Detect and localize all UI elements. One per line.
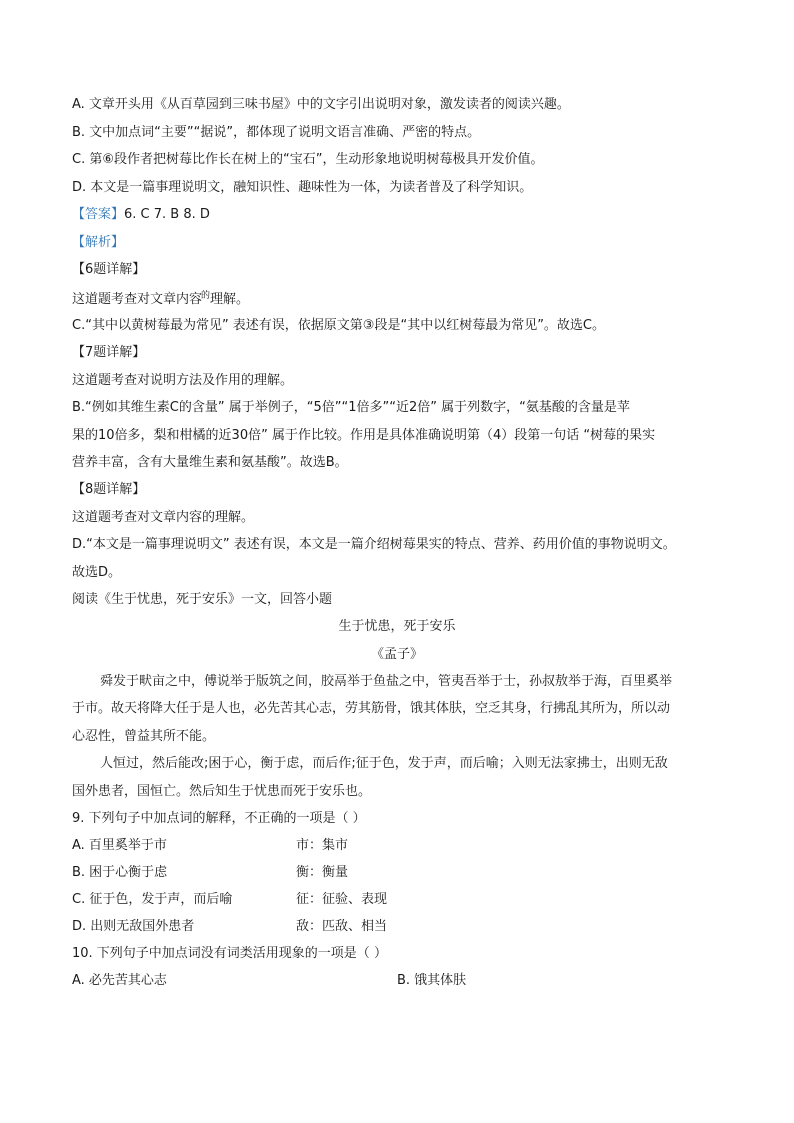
q6-intro-sup: 的 [201, 291, 211, 301]
q7-body-line: B.“例如其维生素C的含量” 属于举例子，“5倍”“1倍多”“近2倍” 属于列数字，“氨基酸的含量是苹 [72, 400, 630, 415]
q7-body-line: 营养丰富，含有大量维生素和氨基酸”。故选B。 [72, 455, 348, 470]
q9-gloss-a: 市：集市 [296, 838, 349, 853]
passage-p1-line: 心忍性，曾益其所不能。 [72, 729, 216, 744]
passage-author: 《孟子》 [370, 647, 423, 662]
q8-header: 【8题详解】 [72, 482, 146, 497]
q9-option-c: C. 征于色，发于声，而后喻 [72, 892, 233, 907]
q8-body-line: D.“本文是一篇事理说明文” 表述有误，本文是一篇介绍树莓果实的特点、营养、药用价值的事物说明文。 [72, 537, 676, 552]
answer-text: 6. C 7. B 8. D [124, 207, 210, 222]
q9-gloss-c: 征：征验、表现 [296, 892, 388, 907]
q9-option-d: D. 出则无敌国外患者 [72, 919, 195, 934]
option-d: D. 本文是一篇事理说明文，融知识性、趣味性为一体，为读者普及了科学知识。 [72, 180, 533, 195]
q9-option-a: A. 百里奚举于市 [72, 838, 167, 853]
passage-p1-line: 舜发于畎亩之中，傅说举于版筑之间，胶鬲举于鱼盐之中，管夷吾举于士，孙叔敖举于海，百里奚举 [100, 674, 673, 689]
q7-intro: 这道题考查对说明方法及作用的理解。 [72, 373, 294, 388]
answer-line [72, 206, 210, 224]
reading-intro: 阅读《生于忧患，死于安乐》一文，回答小题 [72, 592, 333, 607]
q9-gloss-b: 衡：衡量 [296, 865, 349, 880]
q7-header: 【7题详解】 [72, 345, 146, 360]
option-a: A. 文章开头用《从百草园到三味书屋》中的文字引出说明对象，激发读者的阅读兴趣。 [72, 97, 570, 112]
q9-gloss-d: 敌：匹敌、相当 [296, 919, 388, 934]
passage-title: 生于忧患，死于安乐 [338, 619, 456, 634]
q6-intro [72, 291, 249, 310]
q10-stem: 10. 下列句子中加点词没有词类活用现象的一项是（ ） [72, 946, 387, 961]
q10-option-a: A. 必先苦其心志 [72, 973, 167, 988]
passage-p1-line: 于市。故天将降大任于是人也，必先苦其心志，劳其筋骨，饿其体肤，空乏其身，行拂乱其所为，所以动 [72, 701, 671, 716]
q9-option-b: B. 困于心衡于虑 [72, 865, 168, 880]
q7-body-line: 果的10倍多，梨和柑橘的近30倍” 属于作比较。作用是具体准确说明第（4）段第一句话 “树莓的果实 [72, 428, 656, 443]
q10-option-b: B. 饿其体肤 [397, 973, 467, 988]
option-b: B. 文中加点词“主要”“据说”，都体现了说明文语言准确、严密的特点。 [72, 125, 481, 140]
option-c: C. 第⑥段作者把树莓比作长在树上的“宝石”，生动形象地说明树莓极具开发价值。 [72, 152, 544, 167]
answer-label: 【答案】 [72, 207, 125, 222]
q6-body: C.“其中以黄树莓最为常见” 表述有误，依据原文第③段是“其中以红树莓最为常见”。故选C。 [72, 318, 606, 333]
q6-intro-a: 这道题考查对文章内容 [72, 292, 203, 307]
analysis-label: 【解析】 [72, 235, 125, 250]
passage-p2-line: 人恒过，然后能改;困于心，衡于虑，而后作;征于色，发于声，而后喻；入则无法家拂士，出则无敌 [100, 756, 668, 771]
q9-stem: 9. 下列句子中加点词的解释，不正确的一项是（ ） [72, 811, 366, 826]
q6-intro-b: 理解。 [210, 292, 250, 307]
q8-intro: 这道题考查对文章内容的理解。 [72, 510, 255, 525]
q8-body-line: 故选D。 [72, 565, 122, 580]
q6-header: 【6题详解】 [72, 262, 146, 277]
passage-p2-line: 国外患者，国恒亡。然后知生于忧患而死于安乐也。 [72, 784, 372, 799]
